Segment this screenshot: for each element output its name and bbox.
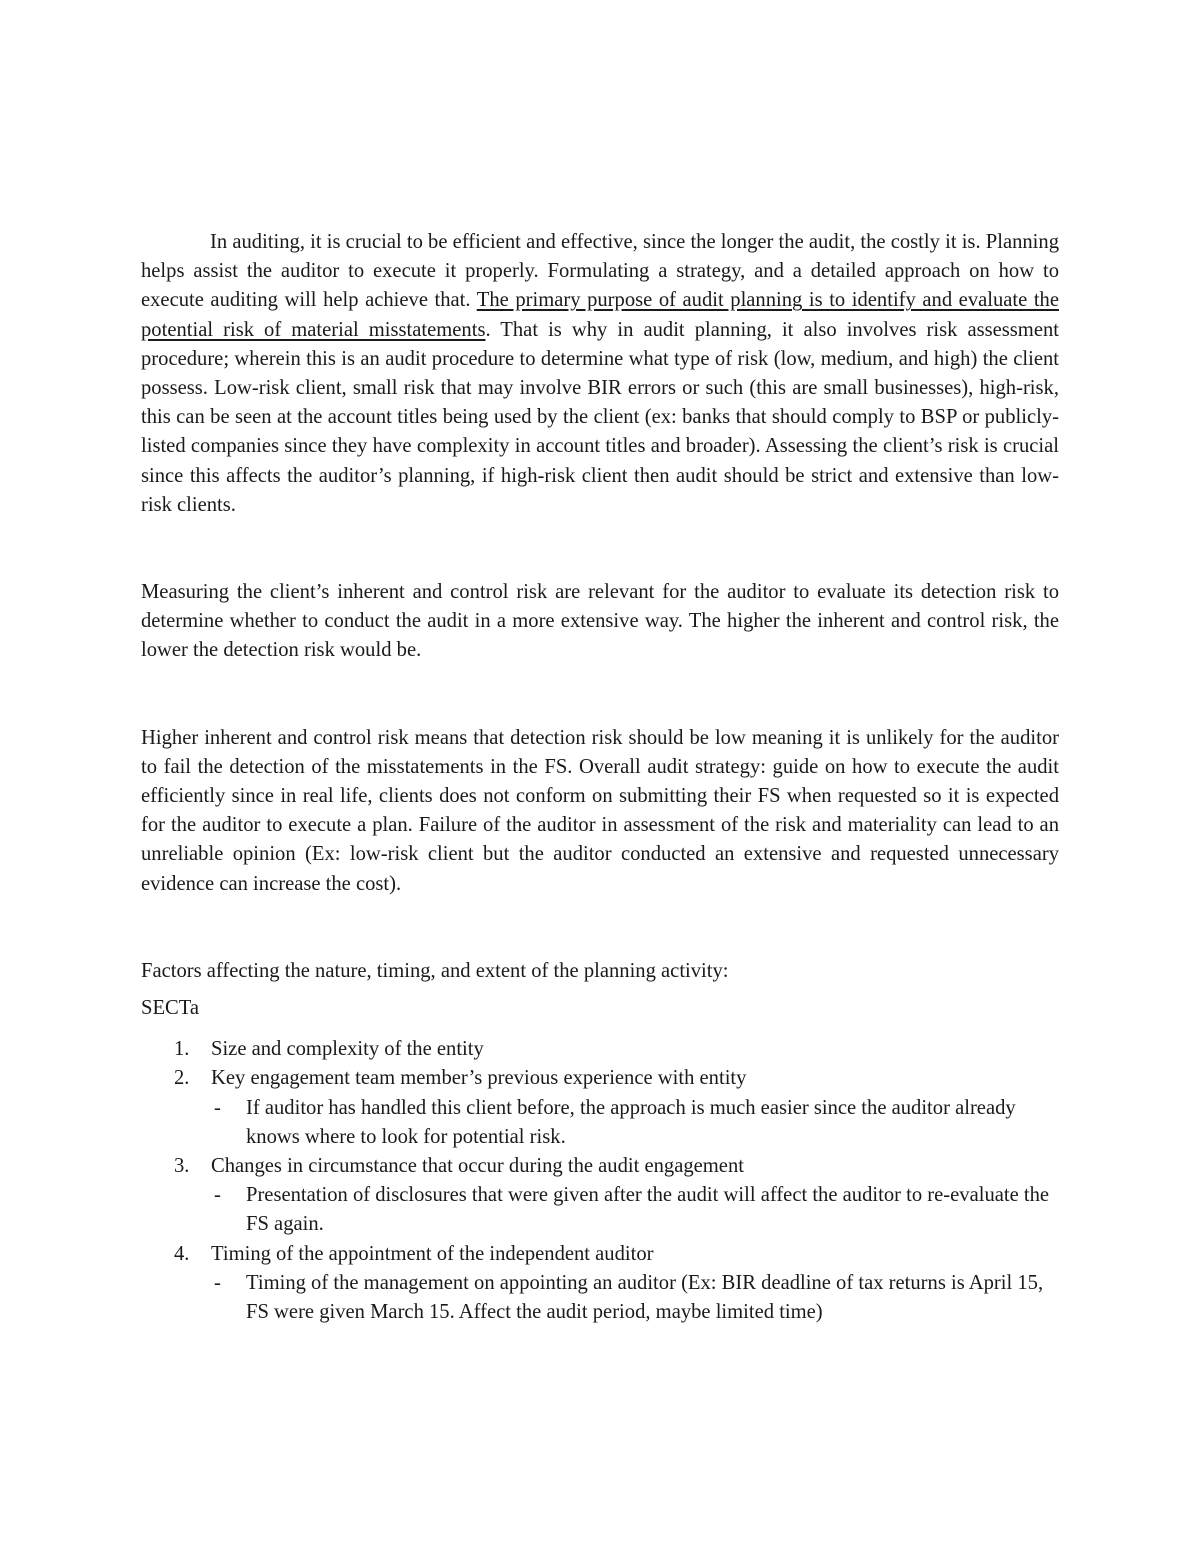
sub-list-item <box>211 1181 1059 1239</box>
sub-list-item <box>211 1094 1059 1152</box>
list-number: 4. <box>174 1242 190 1265</box>
dash-bullet: - <box>214 1096 221 1119</box>
factors-heading: Factors affecting the nature, timing, and extent of the planning activity: <box>141 959 729 982</box>
sub-list-item-text: If auditor has handled this client before, the approach is much easier since the auditor already knows where to look for potential risk. <box>246 1096 1016 1148</box>
paragraph-risk-measurement: Measuring the client’s inherent and control risk are relevant for the auditor to evaluate its detection risk to determine whether to conduct the audit in a more extensive way. The higher the inherent and control risk, the lower the detection risk would be. <box>141 581 1059 662</box>
list-item-text: Timing of the appointment of the independent auditor <box>211 1242 654 1265</box>
acronym-label: SECTa <box>141 997 200 1020</box>
list-number: 3. <box>174 1155 190 1178</box>
sub-list-item-text: Timing of the management on appointing an auditor (Ex: BIR deadline of tax returns is April 15, FS were given March 15. Affect the audit period, maybe limited time) <box>246 1271 1044 1324</box>
factors-list <box>141 1035 1059 1327</box>
sub-list <box>211 1094 1059 1152</box>
list-item-text: Key engagement team member’s previous experience with entity <box>211 1067 747 1090</box>
list-item-text: Changes in circumstance that occur during the audit engagement <box>211 1155 744 1178</box>
list-item <box>141 1240 1059 1328</box>
sub-list-item <box>211 1269 1059 1327</box>
paragraph-text: . That is why in audit planning, it also involves risk assessment procedure; wherein this is an audit procedure to determine what type of risk (low, medium, and high) the client possess. Low-risk client, small risk that may involve BIR errors or such (this are small businesses), high-risk, this can be seen at the account titles being used by the client (ex: banks that should comply to BSP or publicly-listed companies since they have complexity in account titles and broader). Assessing the client’s risk is crucial since this affects the auditor’s planning, if high-risk client then audit should be strict and extensive than low-risk clients. <box>141 318 1059 516</box>
paragraph-text: In auditing, it is crucial to be efficient and effective, since the longer the audit, the costly it is. Planning helps assist the auditor to execute it properly. Formulating a strategy, and a detailed approach on how to execute auditing will help achieve that. <box>141 231 1059 312</box>
document-body <box>141 228 1059 1327</box>
sub-list-item-text: Presentation of disclosures that were given after the audit will affect the auditor to re-evaluate the FS again. <box>246 1184 1050 1236</box>
sub-list <box>211 1269 1059 1327</box>
list-number: 1. <box>174 1038 190 1061</box>
dash-bullet: - <box>214 1184 221 1207</box>
paragraph-audit-planning <box>141 228 1059 520</box>
dash-bullet: - <box>214 1271 221 1294</box>
list-item-text: Size and complexity of the entity <box>211 1038 484 1061</box>
list-number: 2. <box>174 1067 190 1090</box>
sub-list <box>211 1181 1059 1239</box>
underlined-key-statement: The primary purpose of audit planning is to identify and evaluate the potential risk of material misstatements <box>141 289 1059 341</box>
list-item <box>141 1152 1059 1240</box>
list-item <box>141 1064 1059 1152</box>
list-item <box>141 1035 1059 1064</box>
paragraph-detection-risk: Higher inherent and control risk means that detection risk should be low meaning it is unlikely for the auditor to fail the detection of the misstatements in the FS. Overall audit strategy: guide on how to execute the audit efficiently since in real life, clients does not conform on submitting their FS when requested so it is expected for the auditor to execute a plan. Failure of the auditor in assessment of the risk and materiality can lead to an unreliable opinion (Ex: low-risk client but the auditor conducted an extensive and requested unnecessary evidence can increase the cost). <box>141 726 1059 895</box>
